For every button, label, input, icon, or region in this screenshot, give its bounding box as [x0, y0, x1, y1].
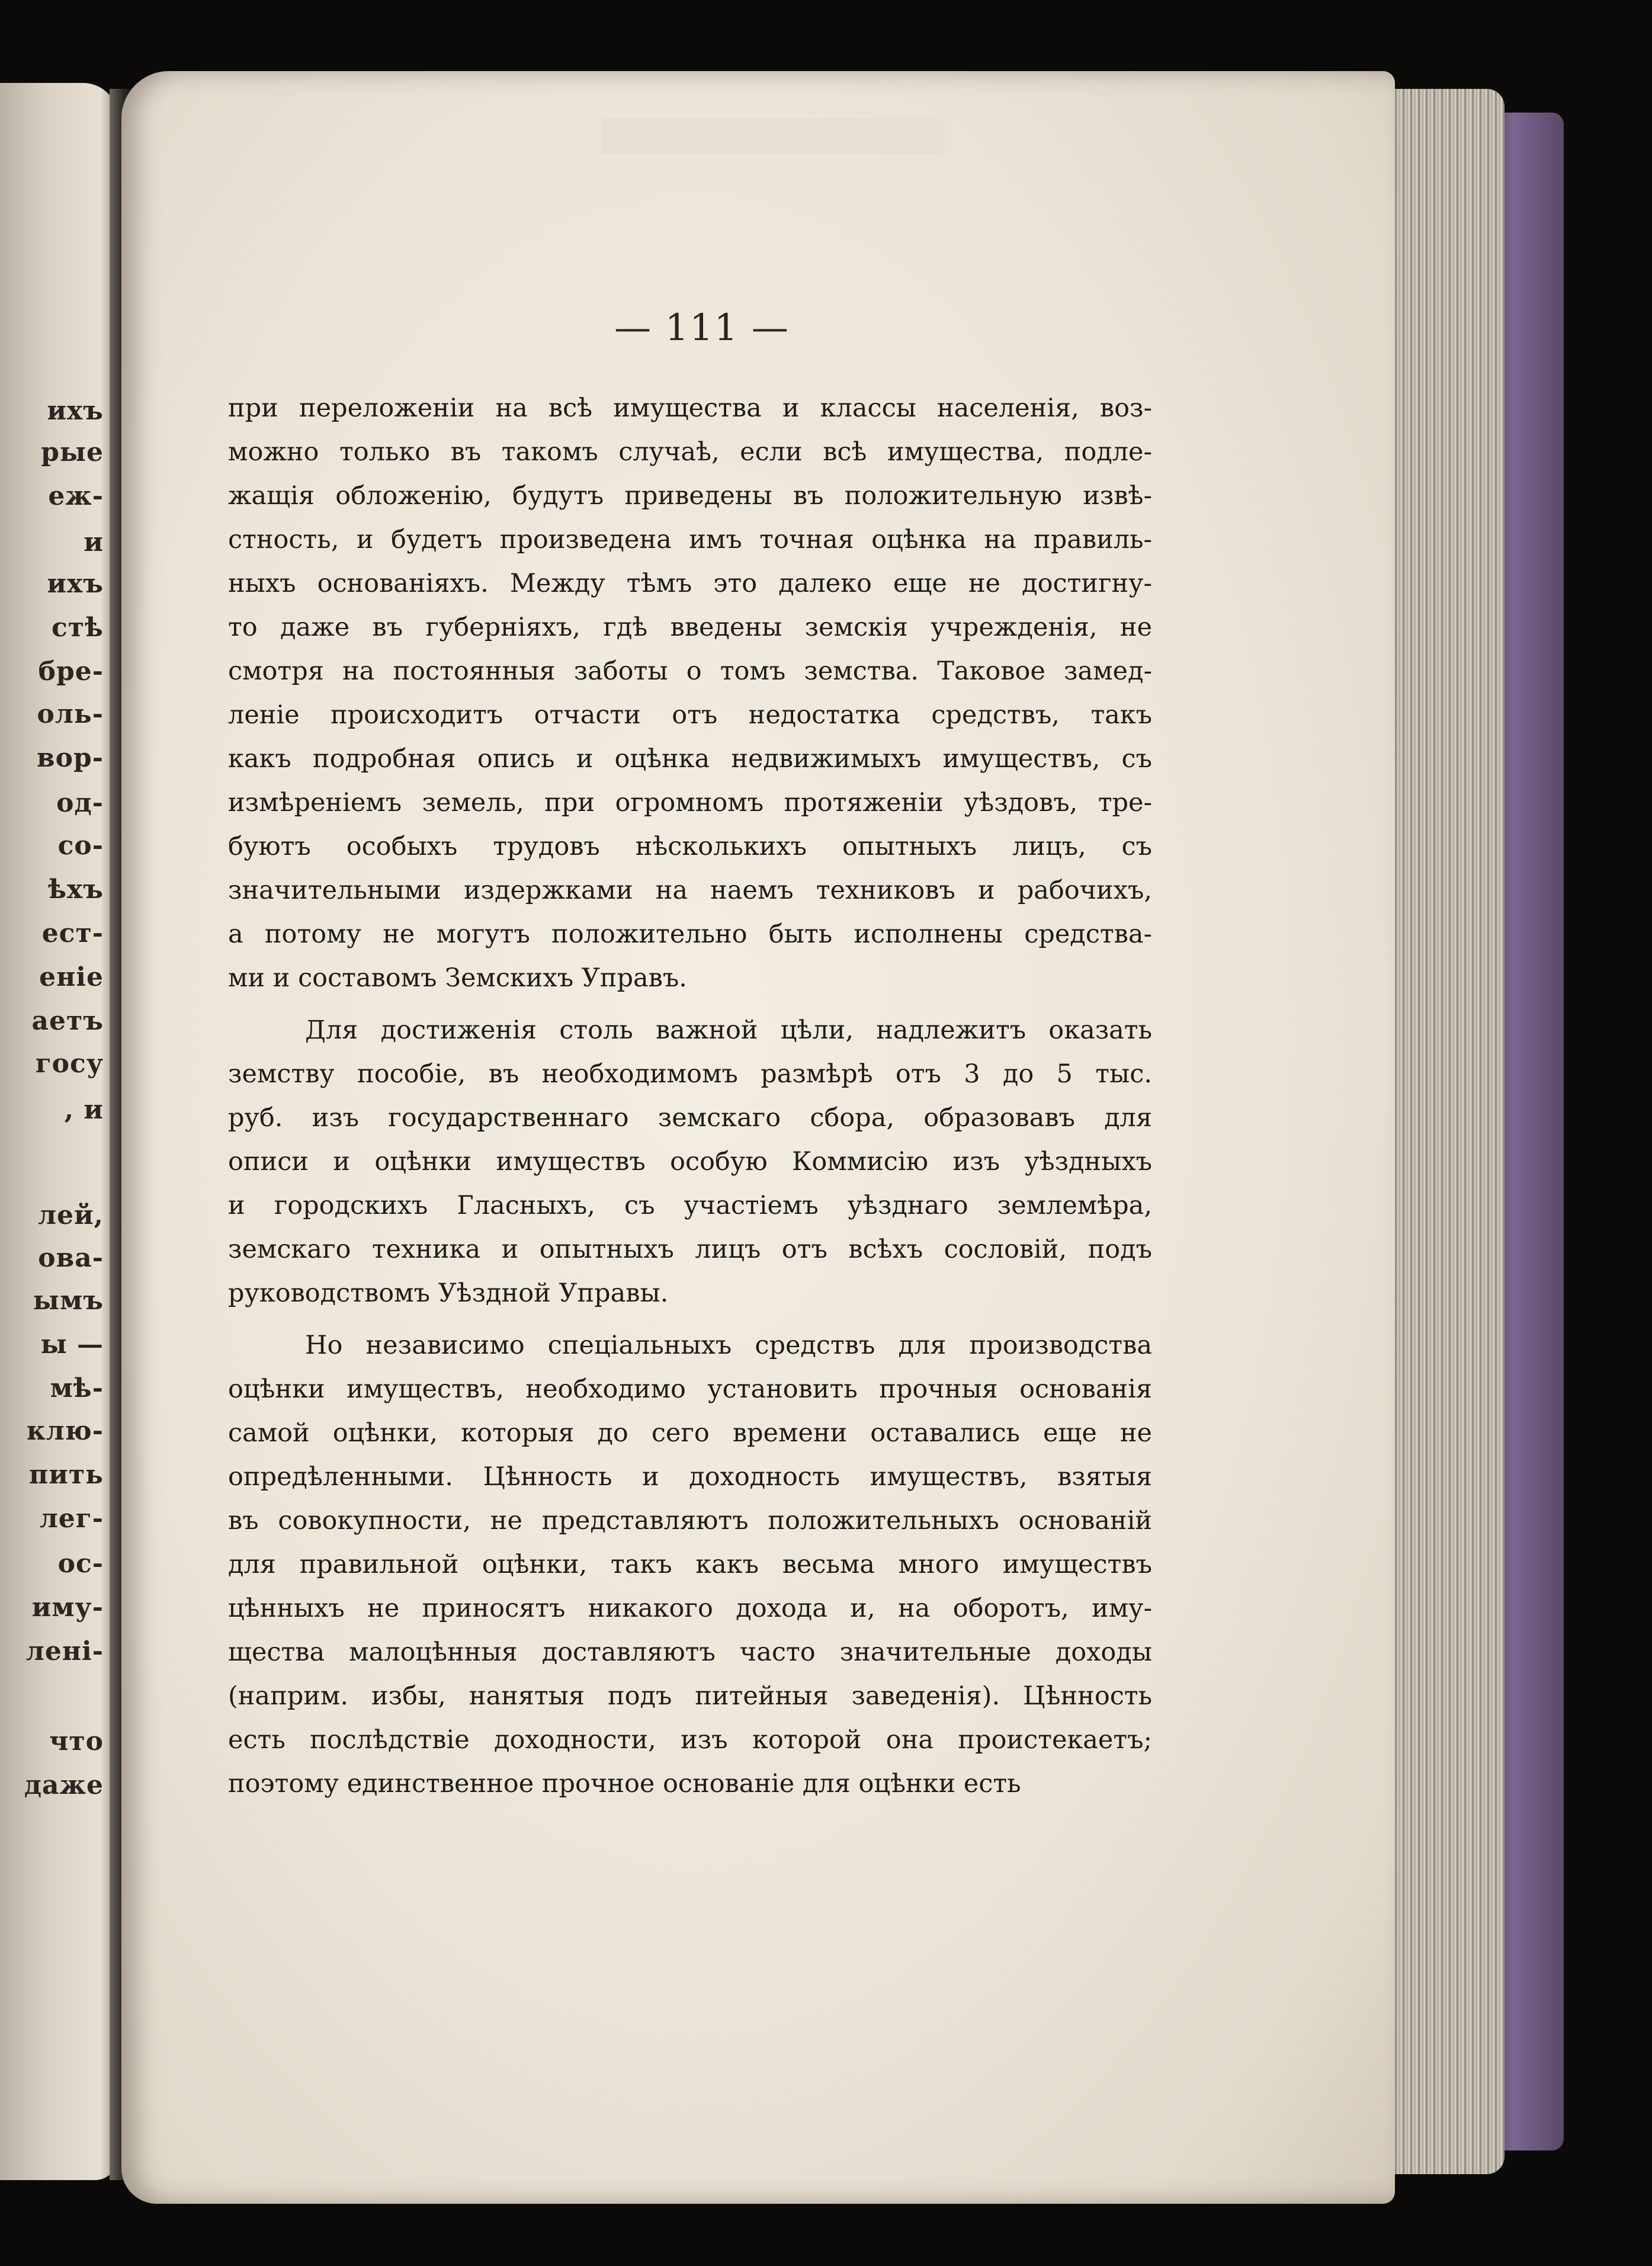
previous-page-fragment: лей,	[38, 1200, 104, 1230]
text-line: цѣнныхъ не приносятъ никакого дохода и, на оборотъ, иму-	[228, 1594, 1152, 1623]
text-line: какъ подробная опись и оцѣнка недвижимыхъ имуществъ, съ	[228, 744, 1152, 774]
text-line: въ совокупности, не представляютъ положительныхъ основаній	[228, 1506, 1152, 1536]
text-line: ныхъ основаніяхъ. Между тѣмъ это далеко еще не достигну-	[228, 569, 1152, 598]
previous-page-fragment: ы —	[40, 1329, 104, 1360]
text-line: ми и составомъ Земскихъ Управъ.	[228, 963, 687, 993]
previous-page-fragment: лені-	[25, 1636, 104, 1666]
page-number: — 111 —	[614, 306, 790, 349]
previous-page-fragment: иму-	[31, 1592, 104, 1623]
text-line: есть послѣдствіе доходности, изъ которой она проистекаетъ;	[228, 1725, 1152, 1755]
text-line: Для достиженія столь важной цѣли, надлежитъ оказать	[305, 1015, 1152, 1045]
text-line: стность, и будетъ произведена имъ точная оцѣнка на правиль-	[228, 525, 1152, 555]
previous-page-fragment: и	[84, 527, 104, 557]
previous-page-fragment: ѣхъ	[48, 874, 104, 905]
previous-page-fragment: рые	[41, 437, 104, 467]
previous-page-fragment: стѣ	[52, 613, 104, 643]
previous-page-fragment: ымъ	[33, 1286, 104, 1316]
previous-page-fragment: од-	[56, 788, 104, 818]
text-line: то даже въ губерніяхъ, гдѣ введены земскія учрежденія, не	[228, 613, 1152, 642]
previous-page-fragment: что	[49, 1726, 104, 1757]
text-line: жащія обложенію, будутъ приведены въ положительную извѣ-	[228, 481, 1152, 511]
text-line: земству пособіе, въ необходимомъ размѣрѣ отъ 3 до 5 тыс.	[228, 1059, 1152, 1089]
previous-page-fragment: еніе	[39, 962, 104, 992]
text-line: буютъ особыхъ трудовъ нѣсколькихъ опытныхъ лицъ, съ	[228, 832, 1152, 861]
previous-page-fragment: бре-	[38, 656, 104, 687]
text-line: при переложеніи на всѣ имущества и классы населенія, воз-	[228, 393, 1152, 423]
page-body-text	[228, 386, 1152, 1806]
text-line: земскаго техника и опытныхъ лицъ отъ всѣхъ сословій, подъ	[228, 1235, 1152, 1264]
previous-page-fragment: еж-	[48, 481, 104, 511]
text-line: смотря на постоянныя заботы о томъ земства. Таковое замед-	[228, 656, 1152, 686]
page-tab-strip	[601, 118, 945, 154]
text-line: поэтому единственное прочное основаніе для оцѣнки есть	[228, 1769, 1021, 1799]
text-line: оцѣнки имуществъ, необходимо установить прочныя основанія	[228, 1374, 1152, 1404]
previous-page-fragment: ихъ	[47, 569, 104, 599]
previous-page-fragment: оль-	[37, 699, 104, 729]
previous-page-fragment: клю-	[26, 1416, 104, 1446]
text-line: (наприм. избы, нанятыя подъ питейныя заведенія). Цѣнность	[228, 1681, 1152, 1711]
previous-page-fragment: вор-	[37, 743, 104, 773]
previous-page-fragment: лег-	[39, 1504, 104, 1534]
previous-page-fragment: госу	[35, 1049, 104, 1079]
text-line: для правильной оцѣнки, такъ какъ весьма много имуществъ	[228, 1550, 1152, 1579]
text-line: описи и оцѣнки имуществъ особую Коммисію изъ уѣздныхъ	[228, 1147, 1152, 1177]
text-line: Но независимо спеціальныхъ средствъ для производства	[305, 1331, 1152, 1360]
previous-page-fragment: даже	[24, 1770, 104, 1800]
paragraph-gap	[228, 1000, 1152, 1008]
previous-page-fragment: ос-	[57, 1549, 104, 1579]
text-line: значительными издержками на наемъ техниковъ и рабочихъ,	[228, 876, 1152, 905]
text-line: самой оцѣнки, которыя до сего времени оставались еще не	[228, 1418, 1152, 1448]
previous-page-fragment: мѣ-	[50, 1373, 104, 1403]
text-line: щества малоцѣнныя доставляютъ часто значительные доходы	[228, 1637, 1152, 1667]
previous-page-fragment: ихъ	[47, 396, 104, 426]
previous-page-fragment: аетъ	[31, 1006, 104, 1036]
text-line: и городскихъ Гласныхъ, съ участіемъ уѣзднаго землемѣра,	[228, 1191, 1152, 1220]
text-line: можно только въ такомъ случаѣ, если всѣ имущества, подле-	[228, 437, 1152, 467]
text-line: а потому не могутъ положительно быть исполнены средства-	[228, 919, 1152, 949]
text-line: опредѣленными. Цѣнность и доходность имуществъ, взятыя	[228, 1462, 1152, 1492]
text-line: измѣреніемъ земель, при огромномъ протяженіи уѣздовъ, тре-	[228, 788, 1152, 818]
text-line: леніе происходитъ отчасти отъ недостатка средствъ, такъ	[228, 700, 1152, 730]
text-line: руб. изъ государственнаго земскаго сбора, образовавъ для	[228, 1103, 1152, 1133]
paragraph-gap	[228, 1315, 1152, 1323]
text-line: руководствомъ Уѣздной Управы.	[228, 1278, 669, 1308]
previous-page-fragment: пить	[29, 1460, 104, 1490]
book-page-edges	[1380, 89, 1505, 2174]
previous-page-fragment: ест-	[41, 918, 104, 948]
previous-page-fragment: , и	[64, 1095, 104, 1125]
previous-page-fragment: со-	[57, 831, 104, 861]
previous-page-fragment: ова-	[38, 1243, 104, 1273]
